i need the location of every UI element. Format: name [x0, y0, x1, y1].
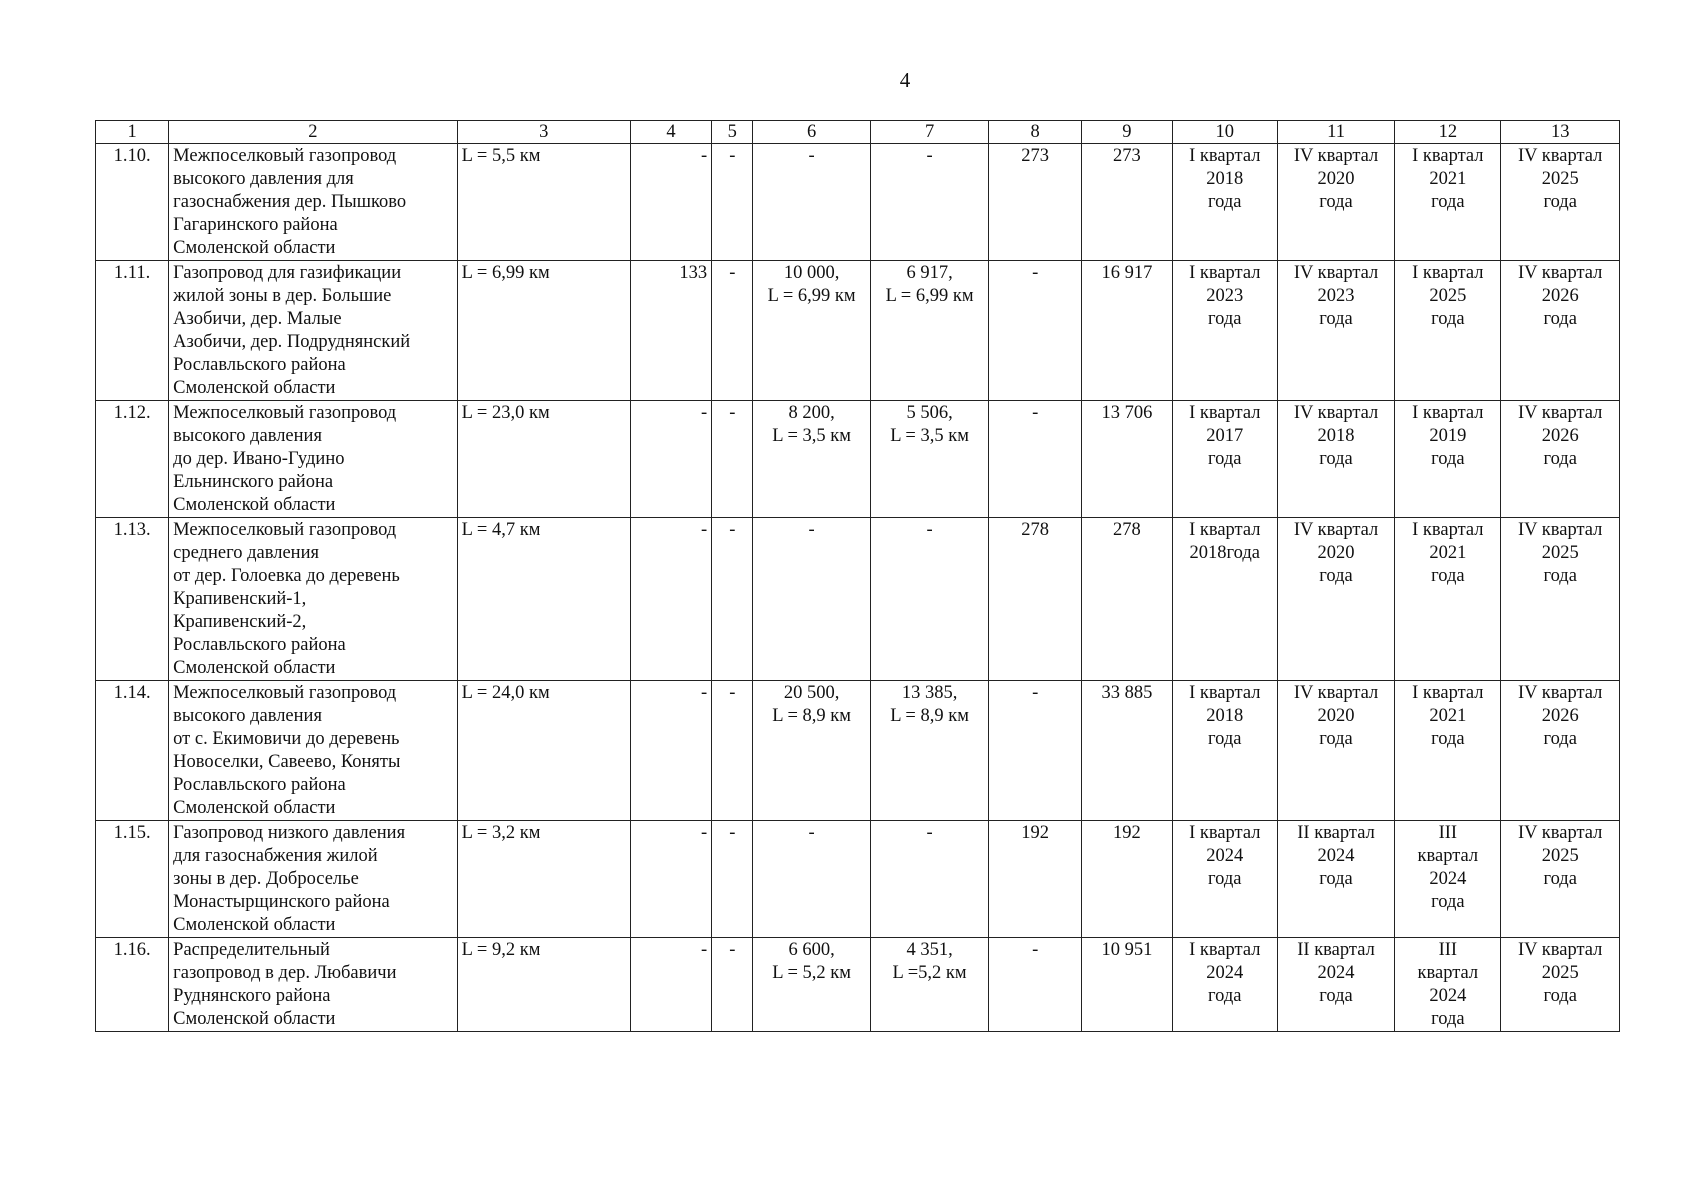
header-cell-6: 6 — [753, 121, 870, 144]
cell-col-9: 192 — [1082, 821, 1173, 938]
cell-col-11: IV квартал 2018 года — [1277, 401, 1394, 518]
table-body — [96, 144, 1620, 1032]
cell-col-4: - — [630, 821, 711, 938]
cell-col-6: - — [753, 144, 870, 261]
cell-length: L = 3,2 км — [457, 821, 630, 938]
cell-col-10: I квартал 2018 года — [1172, 681, 1277, 821]
cell-col-12: III квартал 2024 года — [1395, 821, 1501, 938]
table-row — [96, 401, 1620, 518]
cell-col-6: - — [753, 821, 870, 938]
cell-col-10: I квартал 2024 года — [1172, 821, 1277, 938]
cell-col-5: - — [712, 401, 753, 518]
cell-col-7: 6 917, L = 6,99 км — [870, 261, 988, 401]
header-cell-8: 8 — [989, 121, 1082, 144]
cell-col-5: - — [712, 518, 753, 681]
cell-col-9: 278 — [1082, 518, 1173, 681]
cell-col-11: IV квартал 2020 года — [1277, 144, 1394, 261]
cell-col-12: I квартал 2021 года — [1395, 144, 1501, 261]
cell-col-4: - — [630, 144, 711, 261]
cell-col-12: I квартал 2019 года — [1395, 401, 1501, 518]
page-number: 4 — [899, 68, 911, 92]
header-cell-13: 13 — [1501, 121, 1620, 144]
cell-row-number: 1.14. — [96, 681, 169, 821]
cell-length: L = 9,2 км — [457, 938, 630, 1032]
cell-col-12: I квартал 2021 года — [1395, 681, 1501, 821]
cell-col-7: - — [870, 821, 988, 938]
cell-object-name: Распределительный газопровод в дер. Любавичи Руднянского района Смоленской области — [169, 938, 458, 1032]
cell-length: L = 5,5 км — [457, 144, 630, 261]
cell-col-11: IV квартал 2020 года — [1277, 518, 1394, 681]
table-row — [96, 261, 1620, 401]
cell-col-5: - — [712, 938, 753, 1032]
cell-col-8: - — [989, 938, 1082, 1032]
cell-col-7: 13 385, L = 8,9 км — [870, 681, 988, 821]
cell-col-8: - — [989, 681, 1082, 821]
cell-col-13: IV квартал 2025 года — [1501, 144, 1620, 261]
header-cell-3: 3 — [457, 121, 630, 144]
cell-col-4: - — [630, 681, 711, 821]
cell-object-name: Газопровод низкого давления для газоснабжения жилой зоны в дер. Доброселье Монастырщинского района Смоленской области — [169, 821, 458, 938]
cell-col-11: II квартал 2024 года — [1277, 938, 1394, 1032]
cell-object-name: Межпоселковый газопровод высокого давления для газоснабжения дер. Пышково Гагаринского района Смоленской области — [169, 144, 458, 261]
cell-col-6: 20 500, L = 8,9 км — [753, 681, 870, 821]
cell-col-5: - — [712, 144, 753, 261]
cell-row-number: 1.16. — [96, 938, 169, 1032]
cell-col-11: II квартал 2024 года — [1277, 821, 1394, 938]
header-cell-11: 11 — [1277, 121, 1394, 144]
cell-col-13: IV квартал 2026 года — [1501, 261, 1620, 401]
cell-col-6: - — [753, 518, 870, 681]
cell-col-10: I квартал 2024 года — [1172, 938, 1277, 1032]
header-cell-7: 7 — [870, 121, 988, 144]
cell-col-12: I квартал 2025 года — [1395, 261, 1501, 401]
cell-col-5: - — [712, 681, 753, 821]
cell-object-name: Межпоселковый газопровод высокого давления до дер. Ивано-Гудино Ельнинского района Смоленской области — [169, 401, 458, 518]
cell-row-number: 1.15. — [96, 821, 169, 938]
cell-col-7: - — [870, 144, 988, 261]
header-cell-1: 1 — [96, 121, 169, 144]
header-cell-10: 10 — [1172, 121, 1277, 144]
cell-col-7: - — [870, 518, 988, 681]
cell-row-number: 1.11. — [96, 261, 169, 401]
cell-col-13: IV квартал 2025 года — [1501, 938, 1620, 1032]
cell-col-5: - — [712, 261, 753, 401]
cell-col-6: 10 000, L = 6,99 км — [753, 261, 870, 401]
table-row — [96, 821, 1620, 938]
cell-col-9: 10 951 — [1082, 938, 1173, 1032]
cell-object-name: Межпоселковый газопровод высокого давления от с. Екимовичи до деревень Новоселки, Савеево, Коняты Рославльского района Смоленской области — [169, 681, 458, 821]
cell-col-9: 13 706 — [1082, 401, 1173, 518]
cell-col-10: I квартал 2018 года — [1172, 144, 1277, 261]
header-cell-2: 2 — [169, 121, 458, 144]
cell-col-9: 33 885 — [1082, 681, 1173, 821]
cell-col-13: IV квартал 2026 года — [1501, 681, 1620, 821]
cell-col-8: 278 — [989, 518, 1082, 681]
cell-col-6: 6 600, L = 5,2 км — [753, 938, 870, 1032]
cell-length: L = 23,0 км — [457, 401, 630, 518]
header-cell-9: 9 — [1082, 121, 1173, 144]
cell-col-4: - — [630, 518, 711, 681]
cell-col-7: 4 351, L =5,2 км — [870, 938, 988, 1032]
cell-col-5: - — [712, 821, 753, 938]
cell-col-13: IV квартал 2025 года — [1501, 518, 1620, 681]
cell-row-number: 1.12. — [96, 401, 169, 518]
cell-col-7: 5 506, L = 3,5 км — [870, 401, 988, 518]
header-row — [96, 121, 1620, 144]
cell-col-8: - — [989, 261, 1082, 401]
cell-col-12: I квартал 2021 года — [1395, 518, 1501, 681]
cell-col-9: 273 — [1082, 144, 1173, 261]
cell-col-11: IV квартал 2023 года — [1277, 261, 1394, 401]
data-table — [95, 120, 1620, 1032]
cell-row-number: 1.10. — [96, 144, 169, 261]
cell-col-10: I квартал 2023 года — [1172, 261, 1277, 401]
cell-col-12: III квартал 2024 года — [1395, 938, 1501, 1032]
cell-col-6: 8 200, L = 3,5 км — [753, 401, 870, 518]
cell-col-8: 273 — [989, 144, 1082, 261]
cell-col-8: 192 — [989, 821, 1082, 938]
cell-col-10: I квартал 2017 года — [1172, 401, 1277, 518]
cell-object-name: Газопровод для газификации жилой зоны в дер. Большие Азобичи, дер. Малые Азобичи, дер. Подруднянский Рославльского района Смоленской области — [169, 261, 458, 401]
cell-col-4: - — [630, 401, 711, 518]
cell-col-11: IV квартал 2020 года — [1277, 681, 1394, 821]
cell-col-4: - — [630, 938, 711, 1032]
cell-col-9: 16 917 — [1082, 261, 1173, 401]
cell-object-name: Межпоселковый газопровод среднего давления от дер. Голоевка до деревень Крапивенский-1, Крапивенский-2, Рославльского района Смоленской области — [169, 518, 458, 681]
header-cell-12: 12 — [1395, 121, 1501, 144]
cell-col-10: I квартал 2018года — [1172, 518, 1277, 681]
table-row — [96, 681, 1620, 821]
header-cell-4: 4 — [630, 121, 711, 144]
cell-length: L = 6,99 км — [457, 261, 630, 401]
cell-col-4: 133 — [630, 261, 711, 401]
table-row — [96, 518, 1620, 681]
table-header — [96, 121, 1620, 144]
cell-col-13: IV квартал 2025 года — [1501, 821, 1620, 938]
header-cell-5: 5 — [712, 121, 753, 144]
cell-length: L = 4,7 км — [457, 518, 630, 681]
cell-col-8: - — [989, 401, 1082, 518]
cell-col-13: IV квартал 2026 года — [1501, 401, 1620, 518]
table-row — [96, 144, 1620, 261]
table-row — [96, 938, 1620, 1032]
cell-length: L = 24,0 км — [457, 681, 630, 821]
cell-row-number: 1.13. — [96, 518, 169, 681]
